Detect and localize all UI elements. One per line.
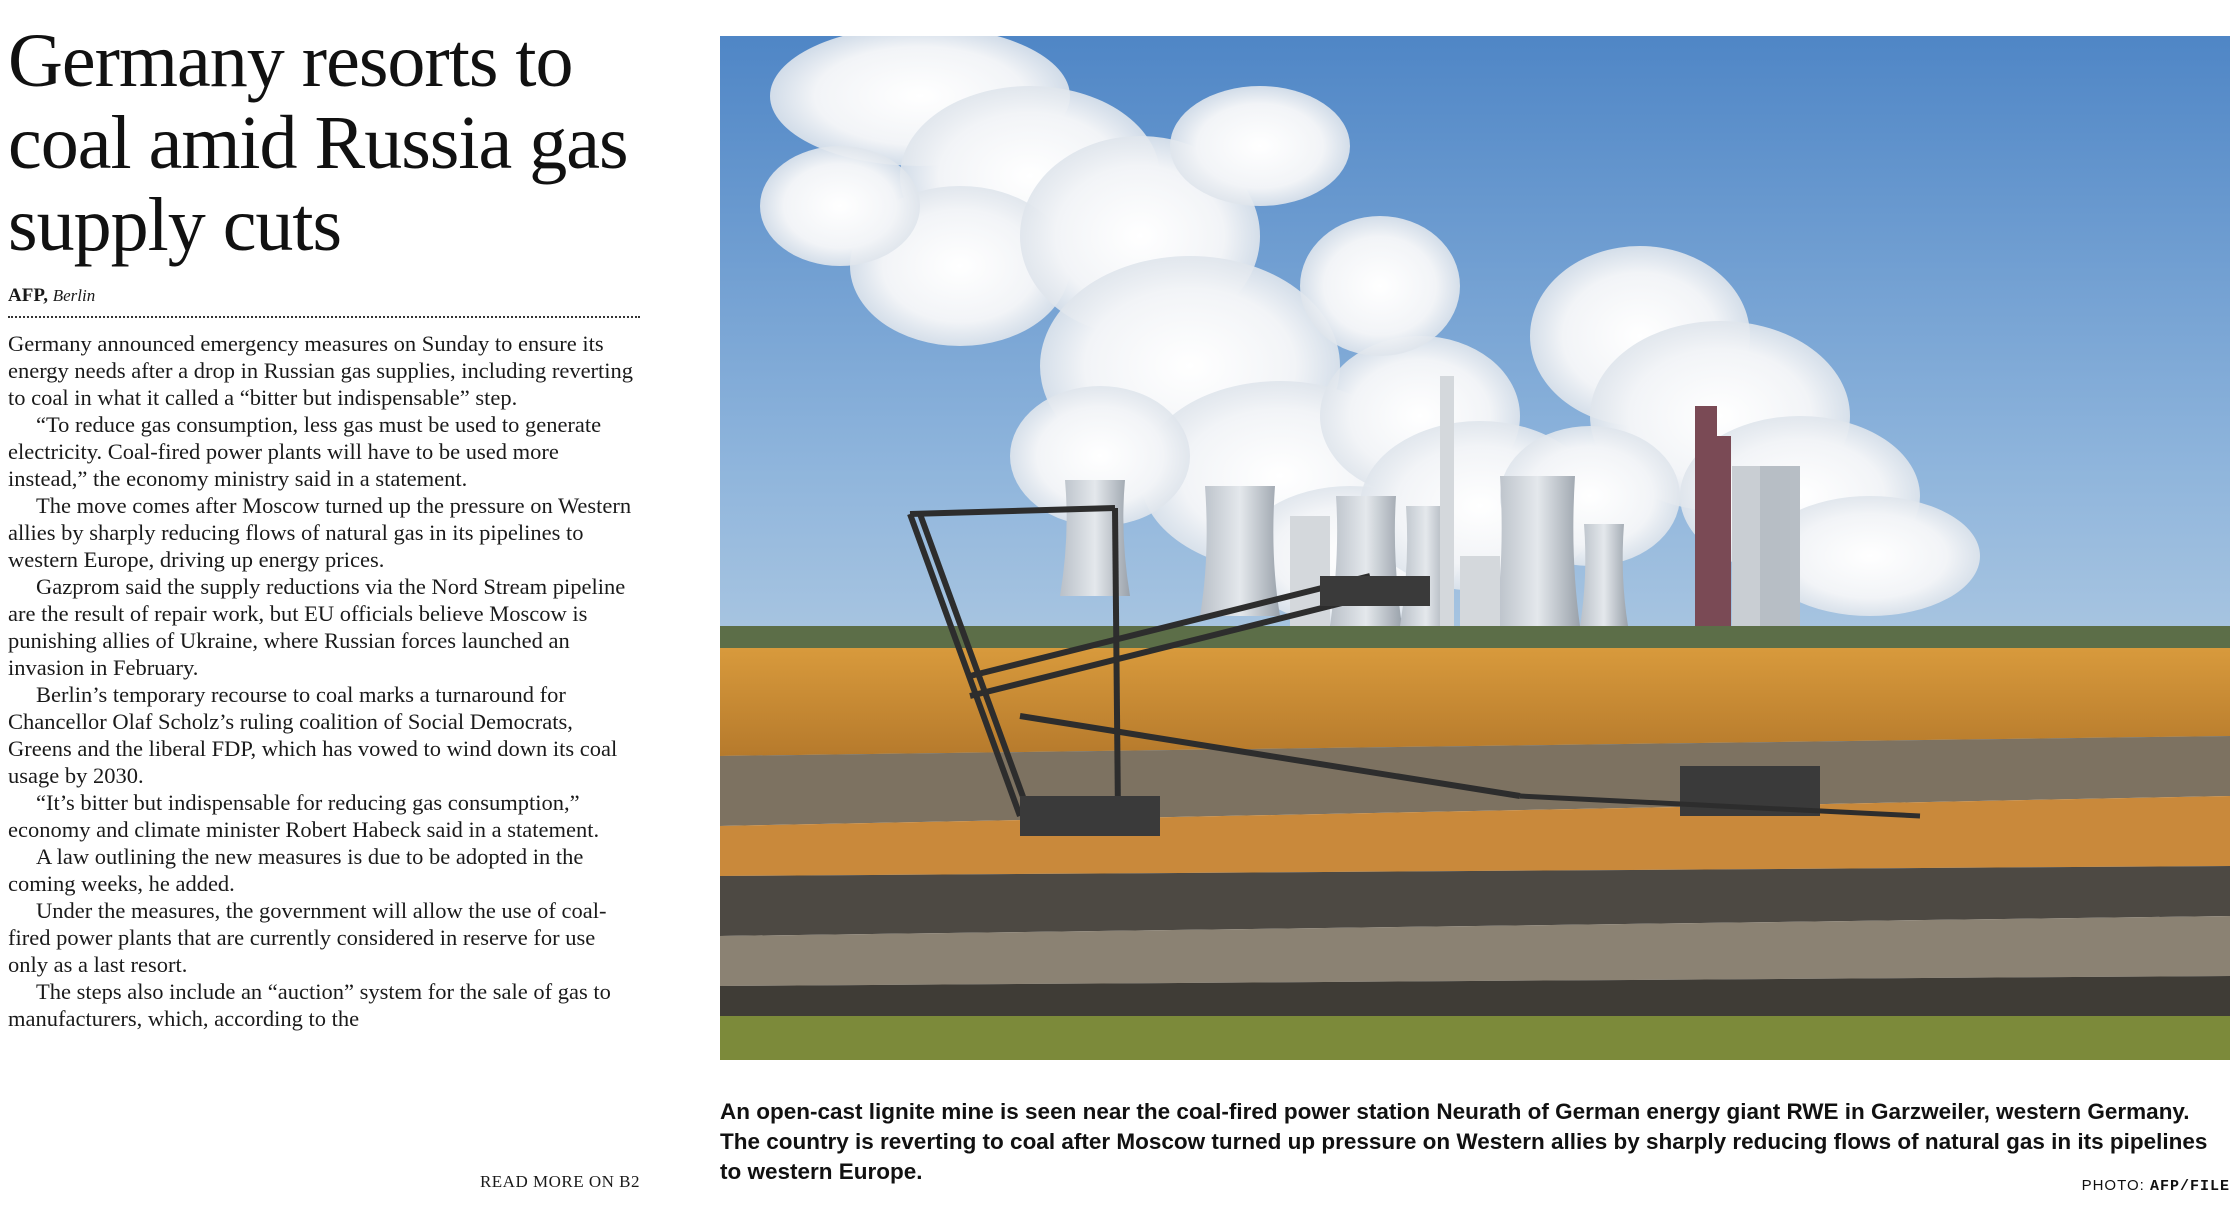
byline — [8, 284, 640, 308]
headline: Germany resorts to coal amid Russia gas supply cuts — [8, 19, 628, 267]
dotted-divider — [8, 316, 640, 318]
article-column — [8, 20, 640, 1032]
paragraph: The steps also include an “auction” system for the sale of gas to manufacturers, which, according to the — [8, 979, 611, 1031]
article-body — [8, 330, 640, 1032]
photo-credit-source: AFP/FILE — [2149, 1178, 2230, 1195]
photo-caption: An open-cast lignite mine is seen near the coal-fired power station Neurath of German energy giant RWE in Garzweiler, western Germany. The country is reverting to coal after Moscow turned up pressure on Western allies by sharply reducing flows of natural gas in its pipelines to western Europe. — [720, 1099, 2208, 1184]
paragraph: Berlin’s temporary recourse to coal marks a turnaround for Chancellor Olaf Scholz’s ruling coalition of Social Democrats, Greens and the liberal FDP, which has vowed to wind down its coal usage by 2030. — [8, 682, 618, 788]
paragraph: “It’s bitter but indispensable for reducing gas consumption,” economy and climate minister Robert Habeck said in a statement. — [8, 790, 600, 842]
paragraph: Gazprom said the supply reductions via the Nord Stream pipeline are the result of repair work, but EU officials believe Moscow is punishing allies of Ukraine, where Russian forces launched an invasion in February. — [8, 574, 626, 680]
paragraph: Under the measures, the government will allow the use of coal-fired power plants that are currently considered in reserve for use only as a last resort. — [8, 898, 607, 977]
paragraph: The move comes after Moscow turned up the pressure on Western allies by sharply reducing flows of natural gas in its pipelines to western Europe, driving up energy prices. — [8, 493, 632, 572]
byline-agency: AFP, — [8, 285, 48, 306]
paragraph: A law outlining the new measures is due to be adopted in the coming weeks, he added. — [8, 844, 584, 896]
paragraph: Germany announced emergency measures on Sunday to ensure its energy needs after a drop in Russian gas supplies, including reverting to coal in what it called a “bitter but indispensable” step. — [8, 331, 634, 410]
paragraph: “To reduce gas consumption, less gas must be used to generate electricity. Coal-fired power plants will have to be used more instead,” the economy ministry said in a statement. — [8, 412, 602, 491]
mine-photo — [720, 36, 2230, 1060]
photo-credit — [2082, 1177, 2230, 1195]
mine-photo-illustration — [720, 36, 2230, 1060]
read-more-link[interactable]: READ MORE ON B2 — [479, 1172, 640, 1191]
byline-city: Berlin — [52, 286, 96, 305]
photo-credit-label: PHOTO: — [2081, 1177, 2145, 1194]
